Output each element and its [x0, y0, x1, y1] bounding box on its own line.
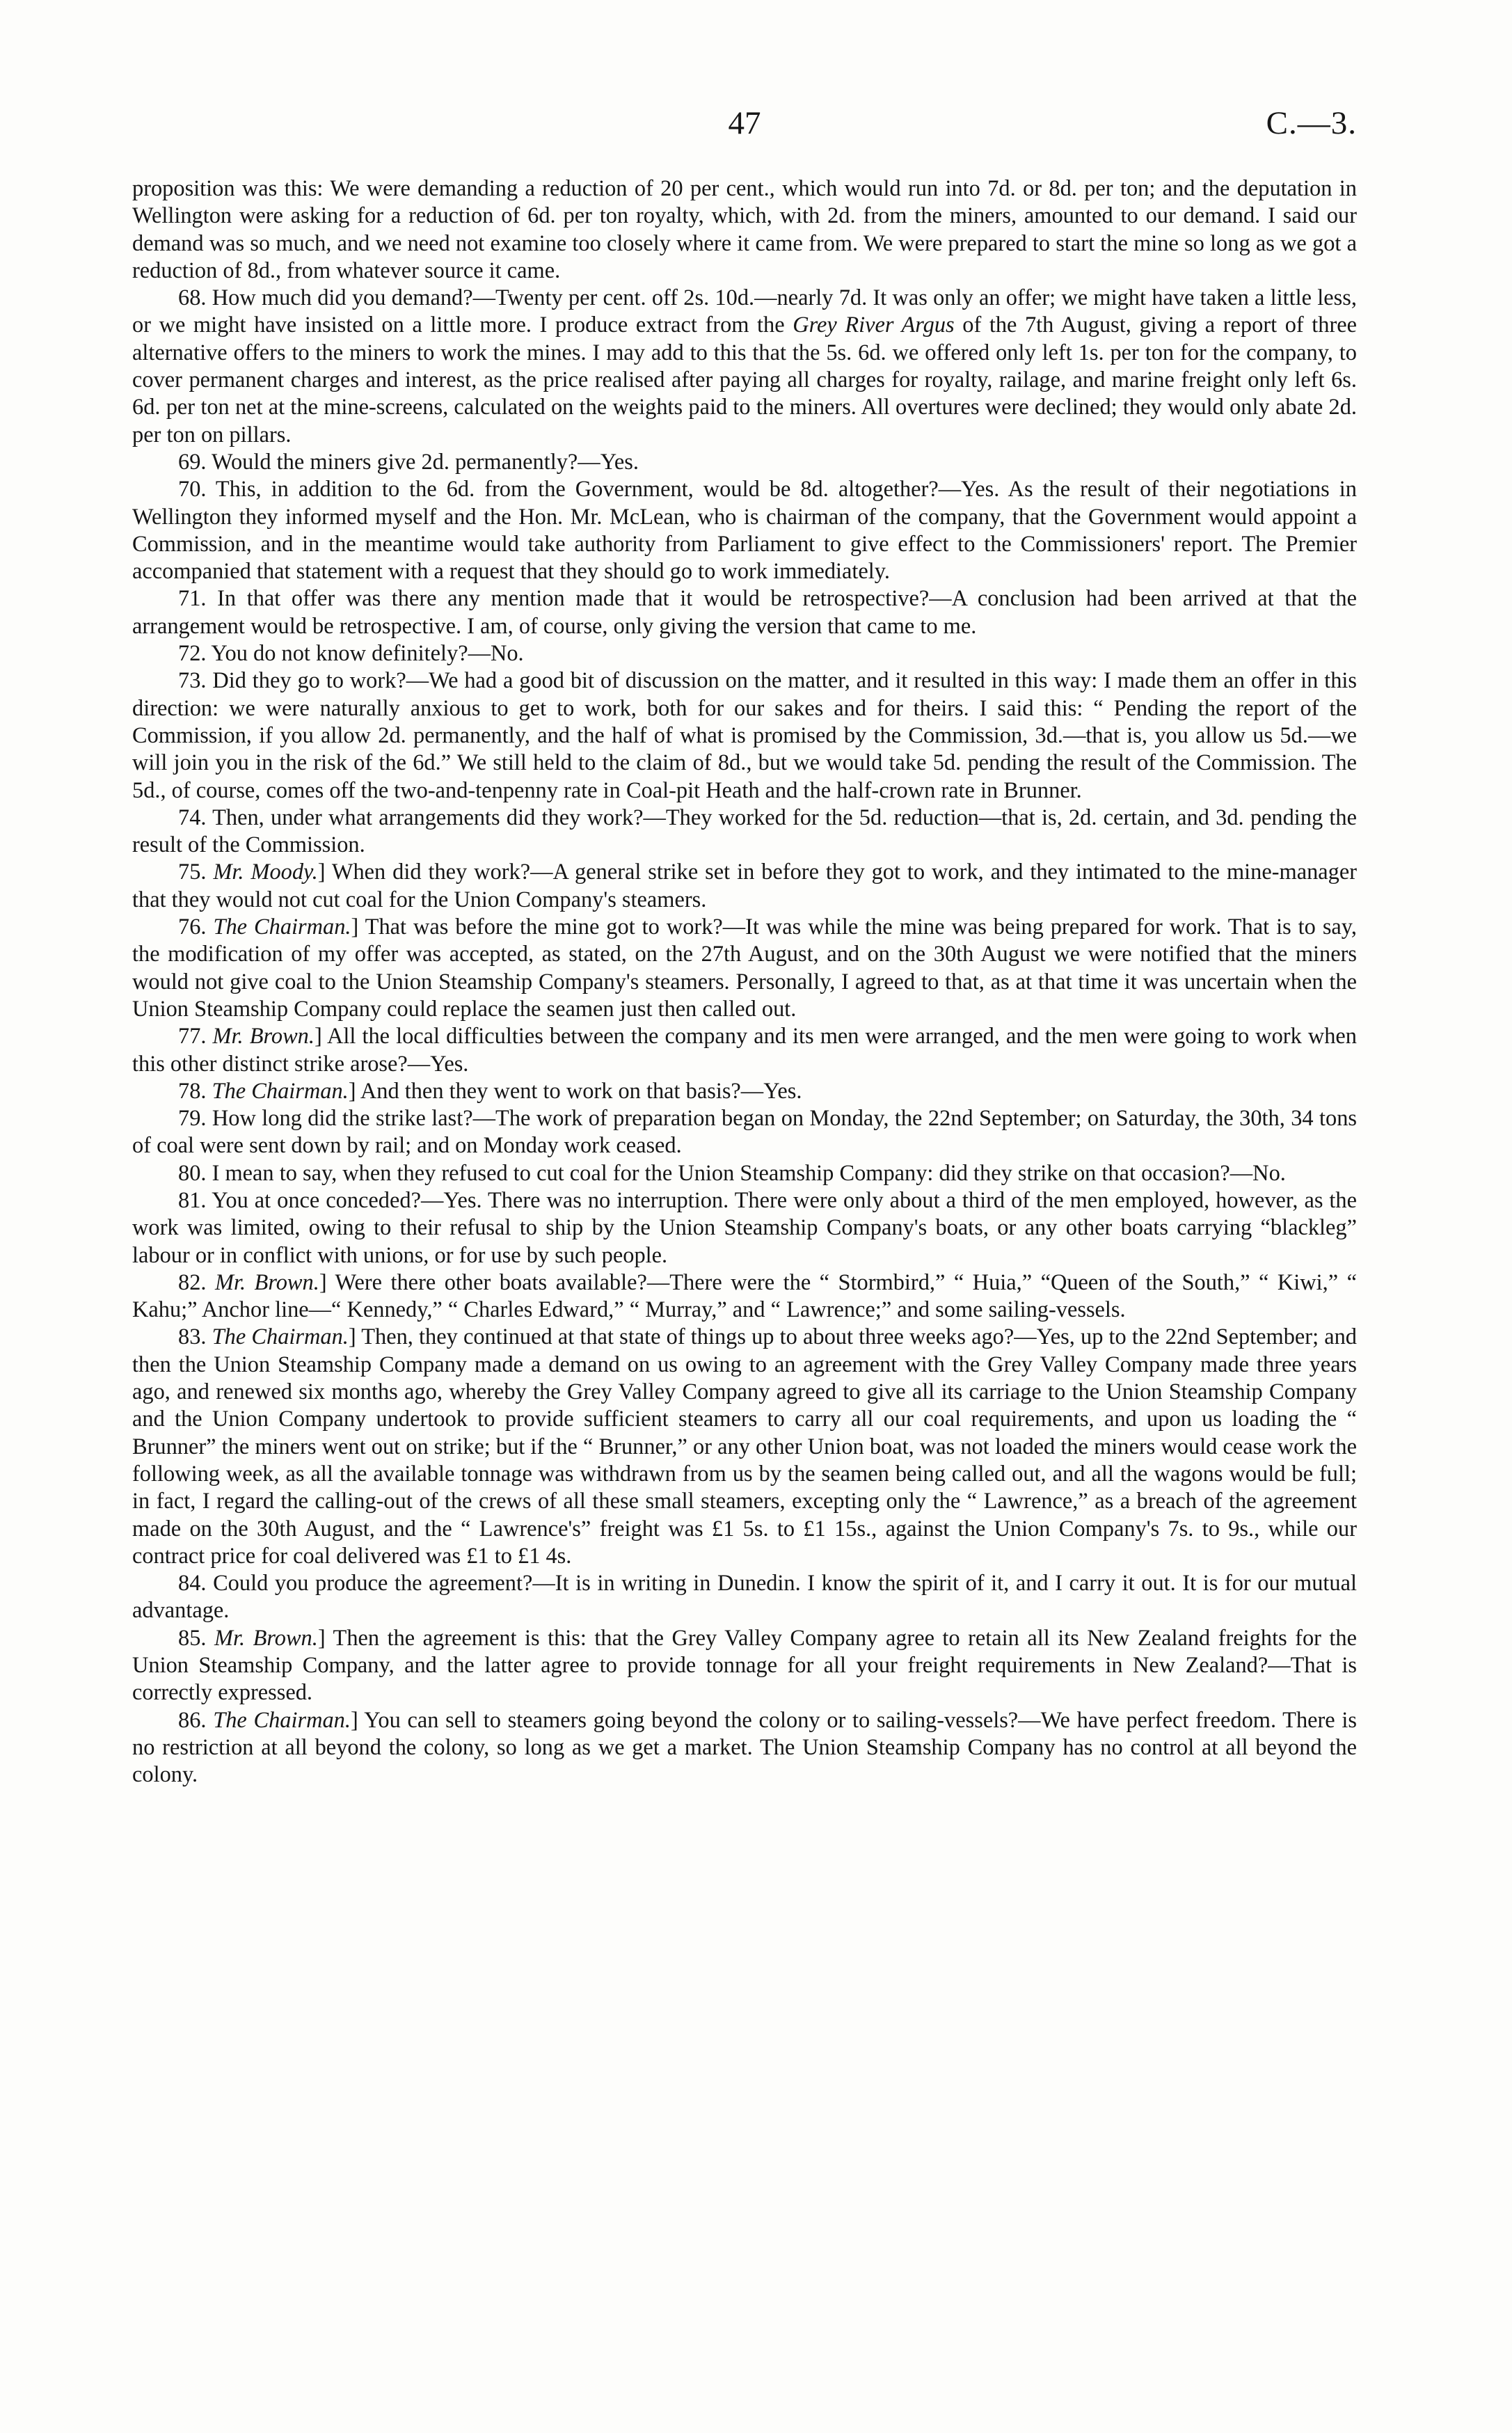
question-70: 70. This, in addition to the 6d. from the Government, would be 8d. altogether?—Yes. As the result of their negotiations in Wellington they informed myself and the Hon. Mr. McLean, who is chairman of the company, that the Government would appoint a Commission, and in the meantime would take authority from Parliament to give effect to the Commissioners' report. The Premier accompanied that statement with a request that they should go to work immediately. [132, 477, 1357, 585]
question-76: 76. The Chairman.] That was before the mine got to work?—It was while the mine was being prepared for work. That is to say, the modification of my offer was accepted, as stated, on the 27th August, and on the 30th August we were notified that the miners would not give coal to the Union Steamship Company's steamers. Personally, I agreed to that, as at that time it was uncertain when the Union Steamship Company could replace the seamen just then called out. [132, 914, 1357, 1022]
speaker-name: Mr. Brown. [212, 1024, 315, 1049]
question-69: 69. Would the miners give 2d. permanently?—Yes. [178, 449, 639, 475]
question-85: 85. Mr. Brown.] Then the agreement is this: that the Grey Valley Company agree to retain all its New Zealand freights for the Union Steamship Company, and the latter agree to provide tonnage for all your freight requirements in New Zealand?—That is correctly expressed. [132, 1625, 1357, 1706]
question-86: 86. The Chairman.] You can sell to steamers going beyond the colony or to sailing-vessels?—We have perfect freedom. There is no restriction at all beyond the colony, so long as we get a market. The Union Steamship Company has no control at all beyond the colony. [132, 1707, 1357, 1788]
speaker-name: The Chairman. [212, 1324, 349, 1350]
speaker-name: The Chairman. [213, 1707, 351, 1733]
question-71: 71. In that offer was there any mention made that it would be retrospective?—A conclusion had been arrived at that the arrangement would be retrospective. I am, of course, only giving the version that came to me. [132, 586, 1357, 639]
page-number: 47 [728, 105, 761, 141]
question-77: 77. Mr. Brown.] All the local difficulties between the company and its men were arranged, and the men were going to work when this other distinct strike arose?—Yes. [132, 1024, 1357, 1077]
question-81: 81. You at once conceded?—Yes. There was no interruption. There were only about a third of the men employed, however, as the work was limited, owing to their refusal to ship by the Union Steamship Company's boats, or any other boats carrying “blackleg” labour or in conflict with unions, or for use by such people. [132, 1187, 1357, 1268]
document-reference: C.—3. [1266, 105, 1357, 141]
question-83: 83. The Chairman.] Then, they continued at that state of things up to about three weeks ago?—Yes, up to the 22nd September; and then the Union Steamship Company made a demand on us owing to an agreement with the Grey Valley Company made three years ago, and renewed six months ago, whereby the Grey Valley Company agreed to give all its carriage to the Union Steamship Company and the Union Company undertook to provide sufficient steamers to carry all our coal requirements, and upon us loading the “ Brunner” the miners went out on strike; but if the “ Brunner,” or any other Union boat, was not loaded the miners would cease work the following week, as all the available tonnage was withdrawn from us by the seamen being called out, and all the wagons would be full; in fact, I regard the calling-out of the crews of all these small steamers, excepting only the “ Lawrence,” as a breach of the agreement made on the 30th August, and the “ Lawrence's” freight was £1 5s. to £1 15s., against the Union Company's 7s. to 9s., while our contract price for coal delivered was £1 to £1 4s. [132, 1324, 1358, 1569]
question-74: 74. Then, under what arrangements did they work?—They worked for the 5d. reduction—that is, 2d. certain, and 3d. pending the result of the Commission. [132, 805, 1357, 858]
speaker-name: Mr. Brown. [214, 1269, 319, 1295]
question-68: 68. How much did you demand?—Twenty per cent. off 2s. 10d.—nearly 7d. It was only an offer; we might have taken a little less, or we might have insisted on a little more. I produce extract from the Grey River Argus of the 7th August, giving a report of three alternative offers to the miners to work the mines. I may add to this that the 5s. 6d. we offered only left 1s. per ton for the company, to cover permanent charges and interest, as the price realised after paying all charges for royalty, railage, and marine freight only left 6s. 6d. per ton net at the mine-screens, calculated on the weights paid to the miners. All overtures were declined; they would only abate 2d. per ton on pillars. [132, 285, 1357, 447]
speaker-name: Mr. Moody. [213, 859, 318, 885]
question-78: 78. The Chairman.] And then they went to work on that basis?—Yes. [178, 1078, 802, 1104]
question-79: 79. How long did the strike last?—The work of preparation began on Monday, the 22nd September; on Saturday, the 30th, 34 tons of coal were sent down by rail; and on Monday work ceased. [132, 1106, 1357, 1159]
paragraph-continuation: proposition was this: We were demanding a reduction of 20 per cent., which would run into 7d. or 8d. per ton; and the deputation in Wellington were asking for a reduction of 6d. per ton royalty, which, with 2d. from the miners, amounted to our demand. I said our demand was so much, and we need not examine too closely where it came from. We were prepared to start the mine so long as we got a reduction of 8d., from whatever source it came. [132, 176, 1357, 283]
question-72: 72. You do not know definitely?—No. [178, 641, 524, 667]
page-header [132, 104, 1357, 153]
question-75: 75. Mr. Moody.] When did they work?—A general strike set in before they got to work, and they intimated to the mine-manager that they would not cut coal for the Union Company's steamers. [132, 859, 1358, 912]
question-80: 80. I mean to say, when they refused to cut coal for the Union Steamship Company: did they strike on that occasion?—No. [178, 1160, 1286, 1186]
speaker-name: Mr. Brown. [214, 1625, 318, 1651]
body-text [132, 175, 1357, 1789]
question-73: 73. Did they go to work?—We had a good bit of discussion on the matter, and it resulted in this way: I made them an offer in this direction: we were naturally anxious to get to work, both for our sakes and for theirs. I said this: “ Pending the report of the Commission, if you allow 2d. permanently, and the half of what is promised by the Commission, 3d.—that is, you allow us 5d.—we will join you in the risk of the 6d.” We still held to the claim of 8d., but we would take 5d. pending the result of the Commission. The 5d., of course, comes off the two-and-tenpenny rate in Coal-pit Heath and the half-crown rate in Brunner. [132, 668, 1357, 803]
speaker-name: The Chairman. [212, 1078, 349, 1104]
question-84: 84. Could you produce the agreement?—It is in writing in Dunedin. I know the spirit of it, and I carry it out. It is for our mutual advantage. [132, 1571, 1357, 1624]
question-82: 82. Mr. Brown.] Were there other boats available?—There were the “ Stormbird,” “ Huia,” “Queen of the South,” “ Kiwi,” “ Kahu;” Anchor line—“ Kennedy,” “ Charles Edward,” “ Murray,” and “ Lawrence;” and some sailing-vessels. [132, 1269, 1357, 1323]
speaker-name: The Chairman. [213, 914, 351, 940]
newspaper-title: Grey River Argus [793, 312, 955, 338]
